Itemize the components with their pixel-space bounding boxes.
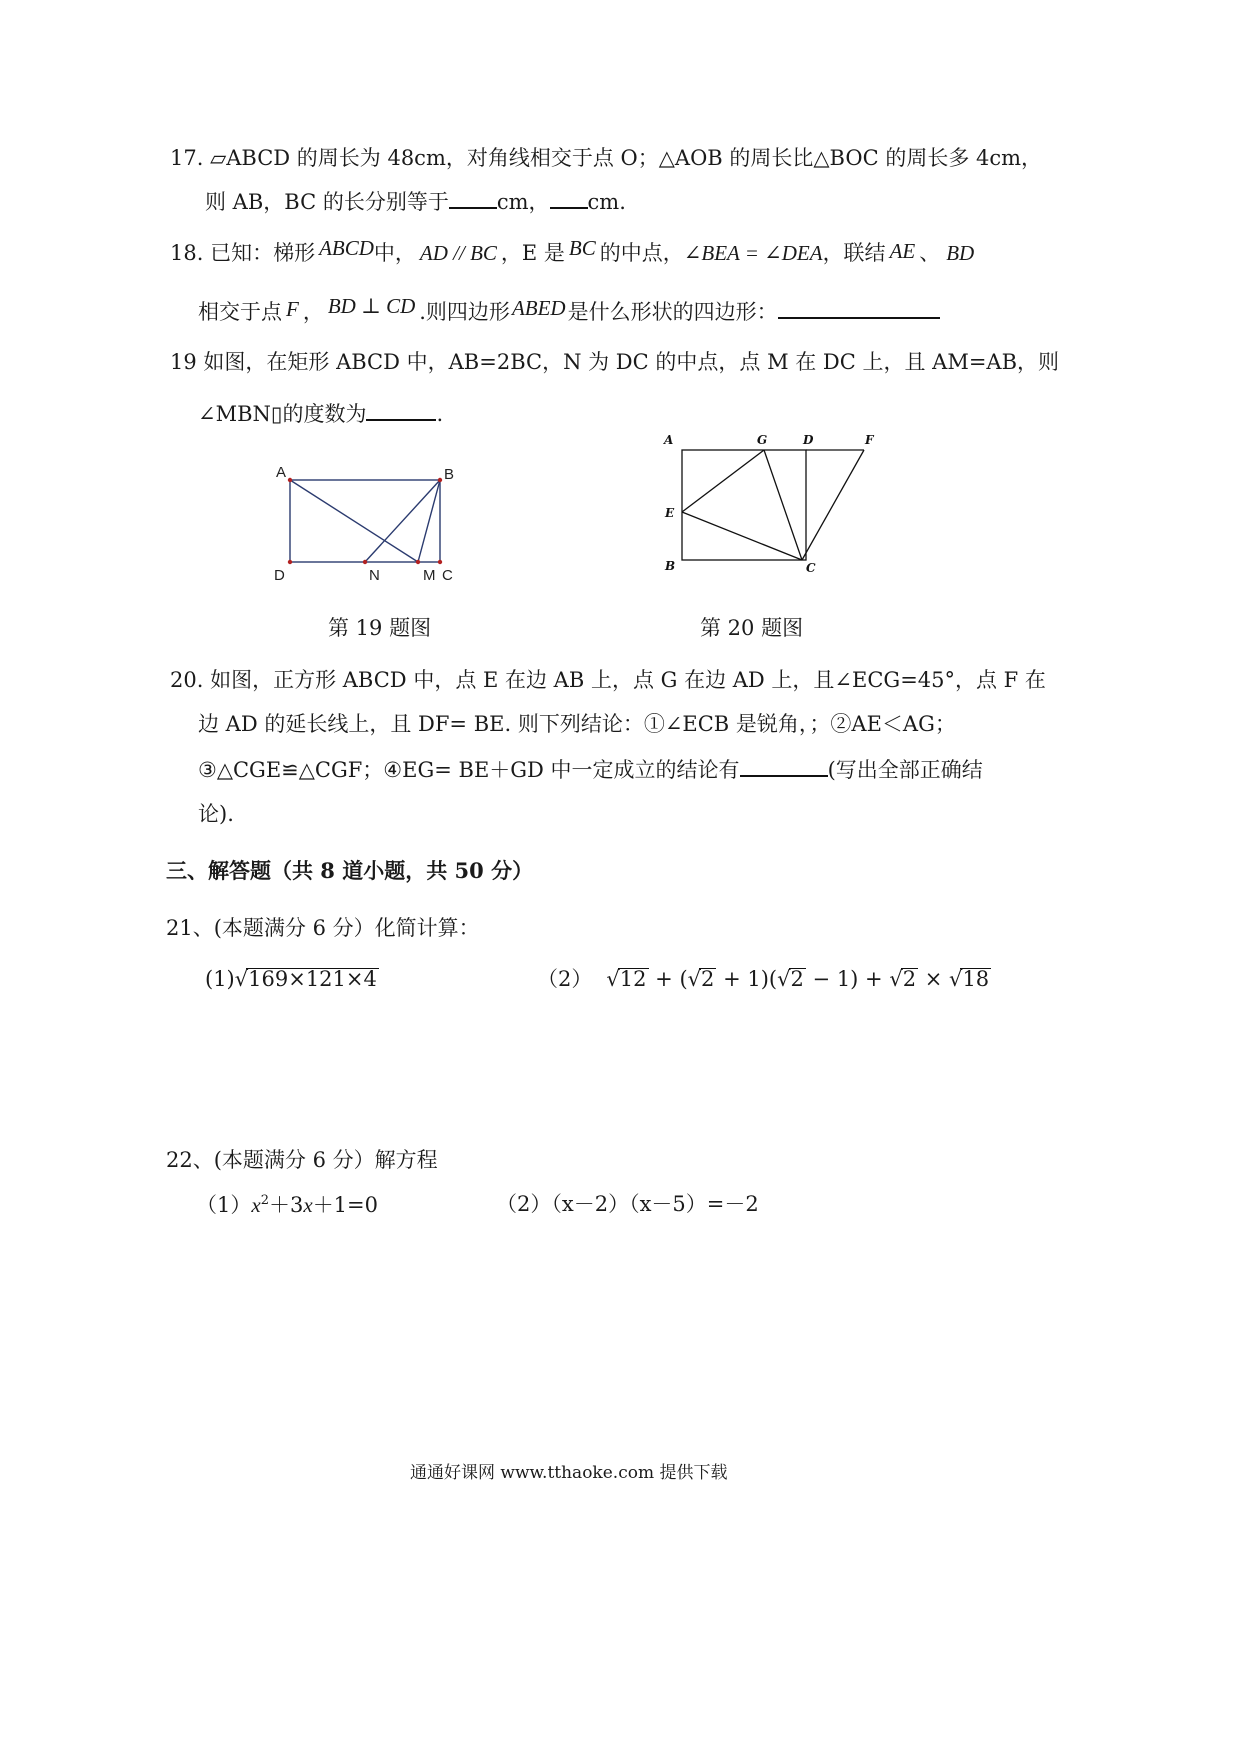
q22-exponent: 2	[260, 1193, 269, 1208]
q22-part2: （2）（x－2）（x－5）=－2	[496, 1192, 759, 1216]
fig19-point-n	[363, 560, 367, 564]
fig19-caption: 第 19 题图	[328, 616, 432, 640]
fig19-label-d: D	[274, 567, 285, 584]
fig19-rectangle	[290, 480, 440, 562]
q18-text: .则四边形	[419, 300, 510, 324]
q21-term: 2	[902, 967, 917, 991]
fig19-label-n: N	[369, 567, 380, 584]
q18-text: 中，	[373, 241, 416, 265]
q19-answer-blank[interactable]	[366, 418, 436, 421]
q22-var-x: x	[303, 1193, 313, 1217]
q17-blank-bc[interactable]	[550, 206, 588, 209]
q18-text: ，	[302, 300, 324, 324]
q18-text: 的中点，	[599, 241, 684, 265]
figure-19	[270, 455, 470, 590]
fig19-label-b: B	[444, 466, 455, 483]
fig20-label-a: A	[664, 433, 674, 447]
q21-term: ×	[918, 967, 950, 991]
fig20-line-fc	[802, 450, 864, 560]
q17-line2	[205, 192, 626, 213]
q17-line1: 17. ▱ABCD 的周长为 48cm，对角线相交于点 O；△AOB 的周长比△BOC 的周长多 4cm，	[170, 146, 1043, 170]
q21-head: 21、(本题满分 6 分）化简计算：	[166, 916, 480, 940]
fig19-label-a: A	[276, 464, 287, 481]
fig20-caption: 第 20 题图	[700, 616, 804, 640]
fig19-point-b	[438, 478, 442, 482]
q18-text: 18. 已知：梯形	[170, 241, 316, 265]
q18-line2	[198, 294, 940, 324]
fig20-line-eg	[682, 450, 764, 512]
q22-term: ＋3	[268, 1193, 304, 1217]
figure-20	[660, 430, 890, 580]
q21-part2-label: （2）	[537, 967, 593, 991]
q21-part1-expr: 169×121×4	[248, 967, 377, 991]
q20-text: (写出全部正确结	[827, 758, 983, 782]
q18-angles: ∠BEA = ∠DEA	[683, 241, 823, 265]
fig19-line-am	[290, 480, 418, 562]
q22-var-x: x	[251, 1193, 261, 1217]
q21-term: + (	[648, 967, 688, 991]
q21-term: 2	[790, 967, 804, 991]
q22-part1	[196, 1194, 378, 1216]
q17-text-c: cm.	[587, 190, 626, 214]
fig20-label-d: D	[803, 433, 814, 447]
q18-ae: AE	[889, 239, 916, 263]
q18-abed: ABED	[511, 296, 566, 320]
q21-term: + 1)(	[716, 967, 778, 991]
q21-term: − 1) +	[805, 967, 890, 991]
fig20-label-b: B	[665, 559, 676, 573]
q18-f: F	[286, 297, 299, 321]
q18-abcd: ABCD	[319, 236, 374, 260]
section-3-title: 三、解答题（共 8 道小题，共 50 分）	[166, 858, 534, 883]
q18-line1	[170, 236, 975, 265]
q18-answer-blank[interactable]	[778, 316, 940, 319]
footer-text: 通通好课网 www.tthaoke.com 提供下载	[410, 1463, 728, 1483]
fig20-label-e: E	[665, 506, 675, 520]
q21-term: 2	[701, 967, 715, 991]
q17-blank-ab[interactable]	[449, 206, 497, 209]
fig20-line-ec	[682, 512, 802, 560]
q20-text: ③△CGE≌△CGF；④EG= BE＋GD 中一定成立的结论有	[198, 758, 740, 782]
q18-text: 是什么形状的四边形：	[567, 300, 778, 324]
sqrt-sign: √	[889, 967, 903, 991]
q18-bc: BC	[568, 236, 596, 260]
q18-text: ，E 是	[500, 241, 565, 265]
q21-term: 12	[619, 967, 647, 991]
fig19-point-a	[288, 478, 292, 482]
q18-bd: BD	[946, 241, 975, 265]
sqrt-sign: √	[777, 967, 791, 991]
q21-term: 18	[962, 967, 990, 991]
q19-line1: 19 如图，在矩形 ABCD 中，AB=2BC，N 为 DC 的中点，点 M 在 DC 上，且 AM=AB，则	[170, 350, 1060, 374]
q18-text: 、	[919, 241, 941, 265]
fig20-square	[682, 450, 806, 560]
fig20-label-f: F	[865, 433, 874, 447]
q22-head: 22、(本题满分 6 分）解方程	[166, 1148, 438, 1172]
q18-bd-perp-cd: BD ⊥ CD	[327, 294, 416, 318]
q17-text-a: 则 AB，BC 的长分别等于	[205, 190, 449, 214]
q20-line1: 20. 如图，正方形 ABCD 中，点 E 在边 AB 上，点 G 在边 AD 上，且∠ECG=45°，点 F 在	[170, 668, 1046, 692]
q19-text: ∠MBN▯的度数为	[198, 402, 367, 426]
q18-ad-bc: AD // BC	[419, 241, 497, 265]
q20-answer-blank[interactable]	[740, 774, 828, 777]
q17-text-b: cm，	[496, 190, 550, 214]
q19-text: .	[436, 402, 444, 426]
q19-line2	[198, 404, 443, 425]
q21-part1	[205, 968, 379, 990]
q18-text: 相交于点	[198, 300, 282, 324]
sqrt-sign: √	[949, 967, 963, 991]
q21-part2	[537, 968, 991, 990]
fig20-line-gc	[764, 450, 802, 560]
q20-line3	[198, 760, 983, 781]
q22-term: ＋1=0	[312, 1193, 379, 1217]
fig19-point-d	[288, 560, 292, 564]
q22-part1-label: （1）	[196, 1193, 252, 1217]
fig19-label-m: M	[423, 567, 436, 584]
q20-line4: 论).	[198, 802, 234, 826]
sqrt-sign: √	[687, 967, 702, 991]
q20-line2: 边 AD 的延长线上，且 DF= BE. 则下列结论：①∠ECB 是锐角，；②AE＜AG；	[198, 712, 956, 736]
sqrt-sign: √	[606, 967, 620, 991]
sqrt-sign: √	[234, 967, 249, 991]
q18-text: ，联结	[822, 241, 886, 265]
fig19-label-c: C	[442, 567, 453, 584]
fig19-point-m	[416, 560, 420, 564]
q21-part1-label: (1)	[205, 967, 235, 991]
fig20-label-c: C	[806, 561, 816, 575]
fig19-point-c	[438, 560, 442, 564]
fig20-label-g: G	[757, 433, 768, 447]
